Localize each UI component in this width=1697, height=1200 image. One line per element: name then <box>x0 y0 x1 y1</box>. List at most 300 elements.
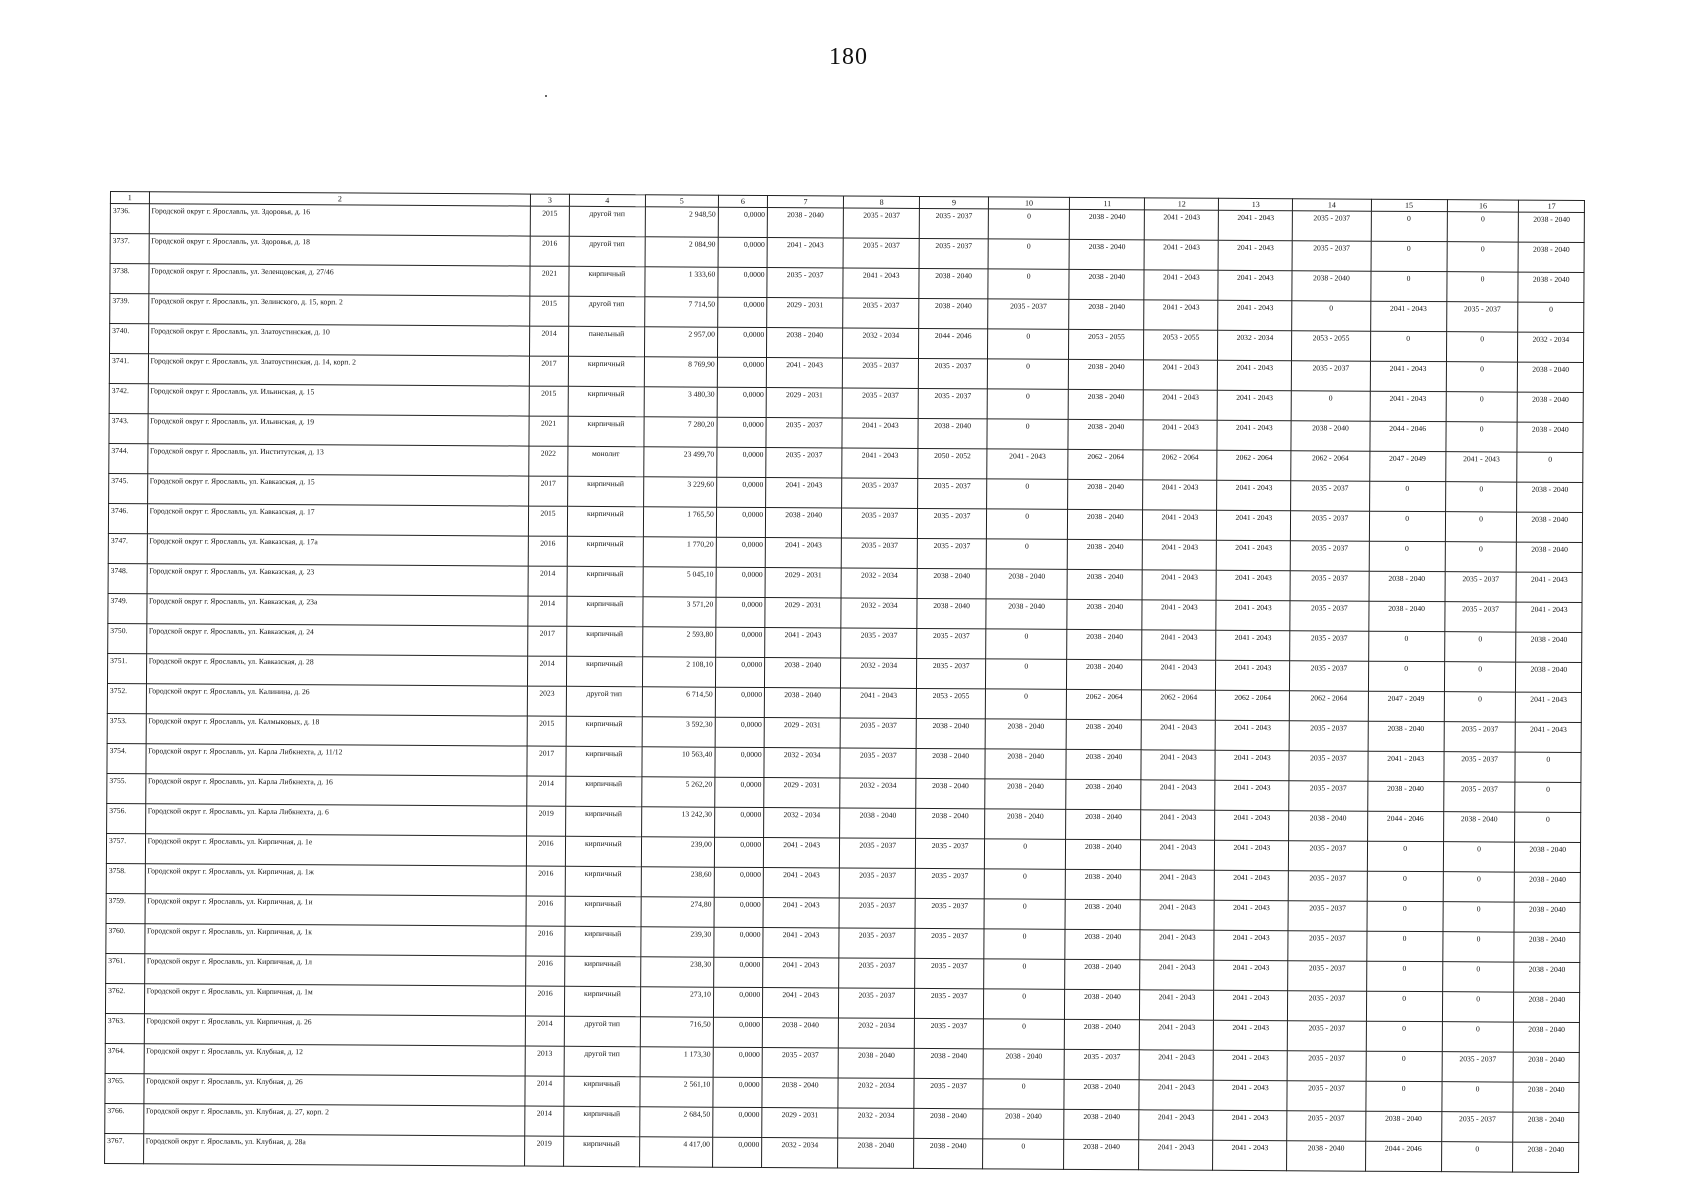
cell-col-3: 2016 <box>526 896 565 926</box>
cell-col-5: 238,30 <box>641 957 714 987</box>
cell-col-5: 2 561,10 <box>640 1077 713 1107</box>
cell-col-1: 3758. <box>106 863 145 893</box>
cell-col-17: 2038 - 2040 <box>1513 1082 1579 1112</box>
cell-col-14: 2053 - 2055 <box>1292 331 1370 361</box>
cell-col-16: 0 <box>1447 212 1519 242</box>
cell-col-16: 0 <box>1442 962 1514 992</box>
cell-col-12: 2041 - 2043 <box>1141 720 1215 750</box>
cell-col-12: 2041 - 2043 <box>1140 930 1214 960</box>
cell-col-14: 2035 - 2037 <box>1290 631 1368 661</box>
cell-col-8: 2041 - 2043 <box>842 448 918 478</box>
cell-col-7: 2035 - 2037 <box>762 1048 838 1078</box>
cell-col-10: 2038 - 2040 <box>986 599 1068 629</box>
cell-col-15: 2038 - 2040 <box>1365 1111 1441 1141</box>
cell-col-5: 10 563,40 <box>642 747 715 777</box>
column-number-6: 6 <box>718 195 767 207</box>
cell-col-3: 2016 <box>527 836 566 866</box>
cell-col-10: 2038 - 2040 <box>985 749 1067 779</box>
cell-col-8: 2032 - 2034 <box>841 568 917 598</box>
cell-col-10: 2038 - 2040 <box>985 719 1067 749</box>
cell-col-9: 2038 - 2040 <box>914 1138 983 1168</box>
cell-col-2: Городской округ г. Ярославль, ул. Карла Либкнехта, д. 11/12 <box>146 744 528 776</box>
cell-col-11: 2038 - 2040 <box>1066 749 1141 779</box>
cell-col-8: 2041 - 2043 <box>843 268 919 298</box>
cell-col-10: 0 <box>987 419 1069 449</box>
column-number-16: 16 <box>1447 200 1519 212</box>
cell-col-6: 0,0000 <box>714 837 763 867</box>
cell-col-13: 2041 - 2043 <box>1215 840 1289 870</box>
cell-col-4: кирпичный <box>564 956 640 986</box>
cell-col-9: 2035 - 2037 <box>917 658 986 688</box>
cell-col-4: кирпичный <box>567 536 643 566</box>
cell-col-15: 0 <box>1371 241 1447 271</box>
cell-col-8: 2035 - 2037 <box>839 898 915 928</box>
register-table-wrap <box>104 191 1585 1173</box>
cell-col-15: 0 <box>1369 541 1445 571</box>
cell-col-7: 2041 - 2043 <box>767 238 843 268</box>
cell-col-4: кирпичный <box>567 566 643 596</box>
cell-col-7: 2038 - 2040 <box>764 688 840 718</box>
cell-col-4: другой тип <box>569 236 645 266</box>
cell-col-10: 0 <box>988 209 1070 239</box>
cell-col-4: кирпичный <box>568 416 644 446</box>
cell-col-7: 2041 - 2043 <box>766 358 842 388</box>
cell-col-10: 0 <box>982 1139 1064 1169</box>
cell-col-17: 2041 - 2043 <box>1516 722 1582 752</box>
cell-col-10: 0 <box>986 479 1068 509</box>
cell-col-16: 2035 - 2037 <box>1442 1052 1514 1082</box>
cell-col-12: 2041 - 2043 <box>1141 810 1215 840</box>
cell-col-5: 6 714,50 <box>642 687 715 717</box>
cell-col-11: 2038 - 2040 <box>1065 989 1140 1019</box>
cell-col-13: 2041 - 2043 <box>1215 750 1289 780</box>
cell-col-13: 2041 - 2043 <box>1218 360 1292 390</box>
cell-col-15: 2041 - 2043 <box>1370 391 1446 421</box>
cell-col-14: 2035 - 2037 <box>1291 481 1369 511</box>
cell-col-7: 2029 - 2031 <box>765 598 841 628</box>
cell-col-17: 2038 - 2040 <box>1514 962 1580 992</box>
cell-col-13: 2041 - 2043 <box>1214 900 1288 930</box>
cell-col-8: 2032 - 2034 <box>838 1078 914 1108</box>
cell-col-15: 0 <box>1370 271 1446 301</box>
cell-col-10: 0 <box>987 329 1069 359</box>
cell-col-4: кирпичный <box>564 986 640 1016</box>
cell-col-14: 2035 - 2037 <box>1289 781 1367 811</box>
cell-col-17: 2038 - 2040 <box>1513 1142 1579 1172</box>
cell-col-1: 3746. <box>108 503 147 533</box>
cell-col-16: 0 <box>1444 662 1516 692</box>
cell-col-12: 2041 - 2043 <box>1143 480 1217 510</box>
cell-col-7: 2032 - 2034 <box>764 748 840 778</box>
cell-col-11: 2038 - 2040 <box>1066 719 1141 749</box>
cell-col-12: 2041 - 2043 <box>1143 420 1217 450</box>
cell-col-9: 2038 - 2040 <box>916 778 985 808</box>
cell-col-5: 3 592,30 <box>642 717 715 747</box>
cell-col-4: кирпичный <box>565 806 641 836</box>
column-number-8: 8 <box>844 196 920 208</box>
cell-col-1: 3757. <box>106 833 145 863</box>
cell-col-3: 2014 <box>528 656 567 686</box>
cell-col-14: 2038 - 2040 <box>1287 1141 1365 1171</box>
cell-col-16: 0 <box>1443 902 1515 932</box>
cell-col-7: 2038 - 2040 <box>767 208 843 238</box>
cell-col-13: 2041 - 2043 <box>1214 1020 1288 1050</box>
cell-col-4: другой тип <box>569 206 645 236</box>
cell-col-3: 2016 <box>530 236 569 266</box>
cell-col-12: 2041 - 2043 <box>1139 1110 1213 1140</box>
column-number-3: 3 <box>531 194 570 206</box>
cell-col-14: 2035 - 2037 <box>1290 661 1368 691</box>
cell-col-10: 0 <box>988 239 1070 269</box>
cell-col-7: 2029 - 2031 <box>767 298 843 328</box>
cell-col-17: 2038 - 2040 <box>1517 422 1583 452</box>
cell-col-6: 0,0000 <box>716 537 765 567</box>
cell-col-15: 2044 - 2046 <box>1369 421 1445 451</box>
cell-col-1: 3753. <box>107 713 146 743</box>
cell-col-13: 2041 - 2043 <box>1217 540 1291 570</box>
cell-col-6: 0,0000 <box>714 897 763 927</box>
cell-col-5: 7 714,50 <box>645 297 718 327</box>
cell-col-4: кирпичный <box>568 356 644 386</box>
cell-col-9: 2035 - 2037 <box>918 508 987 538</box>
cell-col-9: 2035 - 2037 <box>919 358 988 388</box>
cell-col-10: 0 <box>985 659 1067 689</box>
cell-col-6: 0,0000 <box>713 987 762 1017</box>
cell-col-1: 3760. <box>106 923 145 953</box>
cell-col-9: 2044 - 2046 <box>919 328 988 358</box>
cell-col-5: 5 262,20 <box>642 777 715 807</box>
cell-col-6: 0,0000 <box>715 627 764 657</box>
cell-col-16: 0 <box>1445 512 1517 542</box>
cell-col-17: 2041 - 2043 <box>1516 692 1582 722</box>
cell-col-8: 2035 - 2037 <box>840 718 916 748</box>
cell-col-12: 2041 - 2043 <box>1139 1140 1213 1170</box>
cell-col-14: 2035 - 2037 <box>1288 961 1366 991</box>
cell-col-8: 2032 - 2034 <box>838 1018 914 1048</box>
cell-col-6: 0,0000 <box>713 1047 762 1077</box>
cell-col-9: 2035 - 2037 <box>917 628 986 658</box>
cell-col-15: 0 <box>1367 871 1443 901</box>
register-table <box>104 191 1585 1173</box>
cell-col-13: 2041 - 2043 <box>1218 300 1292 330</box>
cell-col-11: 2038 - 2040 <box>1068 389 1143 419</box>
cell-col-5: 1 333,60 <box>645 267 718 297</box>
cell-col-4: кирпичный <box>569 266 645 296</box>
cell-col-2: Городской округ г. Ярославль, ул. Златоустинская, д. 10 <box>148 324 530 356</box>
cell-col-6: 0,0000 <box>717 357 766 387</box>
cell-col-1: 3767. <box>105 1133 144 1163</box>
cell-col-17: 2032 - 2034 <box>1518 332 1584 362</box>
cell-col-6: 0,0000 <box>714 927 763 957</box>
column-number-9: 9 <box>920 196 989 208</box>
cell-col-2: Городской округ г. Ярославль, ул. Кавказская, д. 23 <box>147 564 529 596</box>
cell-col-17: 2038 - 2040 <box>1518 242 1584 272</box>
cell-col-9: 2035 - 2037 <box>919 238 988 268</box>
cell-col-9: 2050 - 2052 <box>918 448 987 478</box>
cell-col-2: Городской округ г. Ярославль, ул. Ильинская, д. 15 <box>148 384 530 416</box>
cell-col-2: Городской округ г. Ярославль, ул. Кирпичная, д. 1и <box>145 894 527 926</box>
cell-col-13: 2041 - 2043 <box>1216 600 1290 630</box>
cell-col-4: кирпичный <box>565 866 641 896</box>
cell-col-17: 2038 - 2040 <box>1513 1112 1579 1142</box>
cell-col-6: 0,0000 <box>718 237 767 267</box>
cell-col-2: Городской округ г. Ярославль, ул. Кирпичная, д. 1к <box>144 924 526 956</box>
cell-col-12: 2041 - 2043 <box>1145 210 1219 240</box>
cell-col-5: 2 593,80 <box>643 627 716 657</box>
cell-col-3: 2016 <box>526 866 565 896</box>
cell-col-10: 0 <box>983 1079 1065 1109</box>
cell-col-15: 0 <box>1366 1021 1442 1051</box>
cell-col-11: 2038 - 2040 <box>1066 839 1141 869</box>
cell-col-11: 2038 - 2040 <box>1068 419 1143 449</box>
cell-col-8: 2035 - 2037 <box>839 958 915 988</box>
cell-col-8: 2035 - 2037 <box>842 478 918 508</box>
cell-col-16: 0 <box>1446 392 1518 422</box>
cell-col-9: 2038 - 2040 <box>919 298 988 328</box>
cell-col-12: 2041 - 2043 <box>1140 900 1214 930</box>
cell-col-4: другой тип <box>568 296 644 326</box>
cell-col-2: Городской округ г. Ярославль, ул. Златоустинская, д. 14, корп. 2 <box>148 354 530 386</box>
cell-col-16: 2035 - 2037 <box>1446 302 1518 332</box>
cell-col-12: 2041 - 2043 <box>1143 510 1217 540</box>
cell-col-17: 0 <box>1515 812 1581 842</box>
column-number-17: 17 <box>1519 200 1585 212</box>
cell-col-1: 3736. <box>110 204 149 234</box>
cell-col-7: 2041 - 2043 <box>765 628 841 658</box>
cell-col-10: 2038 - 2040 <box>983 1109 1065 1139</box>
cell-col-9: 2035 - 2037 <box>920 208 989 238</box>
cell-col-8: 2035 - 2037 <box>839 868 915 898</box>
cell-col-1: 3744. <box>109 443 148 473</box>
cell-col-5: 1 173,30 <box>640 1047 713 1077</box>
column-number-7: 7 <box>767 196 843 208</box>
cell-col-3: 2021 <box>530 266 569 296</box>
cell-col-13: 2041 - 2043 <box>1216 630 1290 660</box>
cell-col-11: 2038 - 2040 <box>1065 1019 1140 1049</box>
cell-col-4: другой тип <box>566 686 642 716</box>
cell-col-11: 2038 - 2040 <box>1070 209 1145 239</box>
cell-col-10: 2035 - 2037 <box>988 299 1070 329</box>
cell-col-3: 2016 <box>528 536 567 566</box>
cell-col-13: 2041 - 2043 <box>1217 510 1291 540</box>
cell-col-10: 0 <box>984 929 1066 959</box>
cell-col-2: Городской округ г. Ярославль, ул. Кавказская, д. 24 <box>146 624 528 656</box>
cell-col-16: 2038 - 2040 <box>1443 812 1515 842</box>
cell-col-5: 3 480,30 <box>644 387 717 417</box>
cell-col-14: 2035 - 2037 <box>1290 541 1368 571</box>
cell-col-16: 0 <box>1444 692 1516 722</box>
cell-col-15: 2038 - 2040 <box>1367 781 1443 811</box>
cell-col-3: 2014 <box>530 326 569 356</box>
cell-col-4: кирпичный <box>566 776 642 806</box>
cell-col-2: Городской округ г. Ярославль, ул. Ильинская, д. 19 <box>148 414 530 446</box>
cell-col-15: 2047 - 2049 <box>1368 691 1444 721</box>
cell-col-8: 2035 - 2037 <box>841 538 917 568</box>
cell-col-16: 0 <box>1442 1082 1514 1112</box>
cell-col-4: кирпичный <box>568 386 644 416</box>
cell-col-2: Городской округ г. Ярославль, ул. Кавказская, д. 28 <box>146 654 528 686</box>
cell-col-17: 2038 - 2040 <box>1514 932 1580 962</box>
cell-col-17: 2038 - 2040 <box>1517 542 1583 572</box>
cell-col-9: 2038 - 2040 <box>914 1048 983 1078</box>
cell-col-8: 2035 - 2037 <box>840 748 916 778</box>
cell-col-14: 2035 - 2037 <box>1293 211 1371 241</box>
cell-col-2: Городской округ г. Ярославль, ул. Кирпичная, д. 26 <box>144 1014 526 1046</box>
cell-col-16: 2041 - 2043 <box>1445 452 1517 482</box>
cell-col-12: 2041 - 2043 <box>1140 960 1214 990</box>
cell-col-1: 3759. <box>106 893 145 923</box>
cell-col-3: 2014 <box>528 596 567 626</box>
cell-col-14: 2038 - 2040 <box>1291 421 1369 451</box>
cell-col-15: 2047 - 2049 <box>1369 451 1445 481</box>
cell-col-16: 2035 - 2037 <box>1443 782 1515 812</box>
cell-col-6: 0,0000 <box>712 1137 761 1167</box>
cell-col-15: 0 <box>1369 511 1445 541</box>
column-number-1: 1 <box>110 192 149 204</box>
cell-col-9: 2035 - 2037 <box>918 538 987 568</box>
cell-col-17: 2041 - 2043 <box>1516 572 1582 602</box>
column-number-13: 13 <box>1219 198 1293 210</box>
cell-col-17: 2038 - 2040 <box>1516 662 1582 692</box>
cell-col-2: Городской округ г. Ярославль, ул. Кирпичная, д. 1е <box>145 834 527 866</box>
cell-col-8: 2035 - 2037 <box>843 238 919 268</box>
cell-col-7: 2041 - 2043 <box>763 838 839 868</box>
cell-col-7: 2029 - 2031 <box>764 778 840 808</box>
cell-col-11: 2038 - 2040 <box>1065 959 1140 989</box>
column-number-2: 2 <box>149 192 531 206</box>
cell-col-16: 2035 - 2037 <box>1444 752 1516 782</box>
page-number: 180 <box>829 44 868 70</box>
cell-col-10: 0 <box>984 959 1066 989</box>
cell-col-11: 2038 - 2040 <box>1069 269 1144 299</box>
cell-col-6: 0,0000 <box>716 567 765 597</box>
cell-col-1: 3740. <box>110 324 149 354</box>
cell-col-14: 2062 - 2064 <box>1291 451 1369 481</box>
cell-col-17: 0 <box>1515 752 1581 782</box>
cell-col-2: Городской округ г. Ярославль, ул. Кавказская, д. 15 <box>147 474 529 506</box>
cell-col-13: 2041 - 2043 <box>1213 1140 1287 1170</box>
cell-col-11: 2038 - 2040 <box>1069 359 1144 389</box>
cell-col-8: 2032 - 2034 <box>838 1108 914 1138</box>
cell-col-14: 2035 - 2037 <box>1292 241 1370 271</box>
cell-col-5: 4 417,00 <box>639 1137 712 1167</box>
cell-col-12: 2041 - 2043 <box>1140 1020 1214 1050</box>
cell-col-9: 2035 - 2037 <box>916 838 985 868</box>
cell-col-5: 239,00 <box>641 837 714 867</box>
cell-col-9: 2035 - 2037 <box>915 988 984 1018</box>
cell-col-9: 2038 - 2040 <box>916 718 985 748</box>
cell-col-8: 2035 - 2037 <box>840 838 916 868</box>
cell-col-2: Городской округ г. Ярославль, ул. Институтская, д. 13 <box>147 444 529 476</box>
cell-col-9: 2035 - 2037 <box>914 1078 983 1108</box>
cell-col-6: 0,0000 <box>715 777 764 807</box>
cell-col-2: Городской округ г. Ярославль, ул. Калинина, д. 26 <box>146 684 528 716</box>
cell-col-13: 2041 - 2043 <box>1215 810 1289 840</box>
cell-col-6: 0,0000 <box>713 1077 762 1107</box>
cell-col-13: 2041 - 2043 <box>1215 720 1289 750</box>
cell-col-1: 3754. <box>107 743 146 773</box>
cell-col-17: 2038 - 2040 <box>1515 842 1581 872</box>
cell-col-2: Городской округ г. Ярославль, ул. Кирпичная, д. 1м <box>144 984 526 1016</box>
cell-col-2: Городской округ г. Ярославль, ул. Карла Либкнехта, д. 16 <box>145 774 527 806</box>
cell-col-7: 2038 - 2040 <box>767 328 843 358</box>
cell-col-9: 2038 - 2040 <box>916 808 985 838</box>
cell-col-9: 2038 - 2040 <box>919 268 988 298</box>
cell-col-6: 0,0000 <box>715 657 764 687</box>
cell-col-14: 2035 - 2037 <box>1288 931 1366 961</box>
cell-col-2: Городской округ г. Ярославль, ул. Здоровья, д. 18 <box>149 234 531 266</box>
cell-col-3: 2015 <box>530 296 569 326</box>
cell-col-8: 2035 - 2037 <box>841 628 917 658</box>
cell-col-3: 2017 <box>529 476 568 506</box>
cell-col-2: Городской округ г. Ярославль, ул. Кавказская, д. 23а <box>146 594 528 626</box>
cell-col-6: 0,0000 <box>716 477 765 507</box>
cell-col-9: 2035 - 2037 <box>918 388 987 418</box>
cell-col-2: Городской округ г. Ярославль, ул. Кавказская, д. 17а <box>147 534 529 566</box>
cell-col-12: 2041 - 2043 <box>1141 780 1215 810</box>
cell-col-13: 2041 - 2043 <box>1216 570 1290 600</box>
cell-col-15: 2038 - 2040 <box>1368 601 1444 631</box>
cell-col-16: 0 <box>1446 422 1518 452</box>
cell-col-13: 2062 - 2064 <box>1217 450 1291 480</box>
cell-col-1: 3755. <box>107 773 146 803</box>
cell-col-4: кирпичный <box>565 836 641 866</box>
cell-col-1: 3747. <box>108 533 147 563</box>
cell-col-3: 2014 <box>525 1076 564 1106</box>
cell-col-11: 2038 - 2040 <box>1069 299 1144 329</box>
cell-col-16: 0 <box>1446 362 1518 392</box>
cell-col-12: 2041 - 2043 <box>1144 360 1218 390</box>
cell-col-3: 2015 <box>529 506 568 536</box>
cell-col-13: 2041 - 2043 <box>1217 390 1291 420</box>
cell-col-7: 2032 - 2034 <box>762 1137 838 1167</box>
cell-col-13: 2032 - 2034 <box>1218 330 1292 360</box>
cell-col-15: 0 <box>1368 631 1444 661</box>
cell-col-11: 2038 - 2040 <box>1068 479 1143 509</box>
cell-col-13: 2041 - 2043 <box>1218 270 1292 300</box>
cell-col-8: 2032 - 2034 <box>841 598 917 628</box>
cell-col-12: 2041 - 2043 <box>1144 240 1218 270</box>
cell-col-10: 0 <box>986 539 1068 569</box>
cell-col-15: 0 <box>1367 901 1443 931</box>
cell-col-13: 2041 - 2043 <box>1213 1080 1287 1110</box>
cell-col-8: 2035 - 2037 <box>842 388 918 418</box>
cell-col-8: 2035 - 2037 <box>843 208 919 238</box>
cell-col-12: 2041 - 2043 <box>1139 1080 1213 1110</box>
cell-col-7: 2041 - 2043 <box>763 868 839 898</box>
cell-col-14: 2035 - 2037 <box>1289 721 1367 751</box>
cell-col-3: 2014 <box>528 566 567 596</box>
cell-col-11: 2038 - 2040 <box>1067 599 1142 629</box>
cell-col-17: 2038 - 2040 <box>1514 902 1580 932</box>
cell-col-16: 0 <box>1443 842 1515 872</box>
cell-col-2: Городской округ г. Ярославль, ул. Калмыковых, д. 18 <box>146 714 528 746</box>
cell-col-14: 2035 - 2037 <box>1290 601 1368 631</box>
cell-col-9: 2035 - 2037 <box>918 478 987 508</box>
cell-col-10: 0 <box>986 629 1068 659</box>
cell-col-17: 2038 - 2040 <box>1514 1022 1580 1052</box>
cell-col-14: 2038 - 2040 <box>1289 811 1367 841</box>
cell-col-13: 2041 - 2043 <box>1216 660 1290 690</box>
cell-col-1: 3742. <box>109 383 148 413</box>
cell-col-12: 2041 - 2043 <box>1139 1050 1213 1080</box>
cell-col-10: 2038 - 2040 <box>983 1049 1065 1079</box>
cell-col-9: 2038 - 2040 <box>917 568 986 598</box>
cell-col-6: 0,0000 <box>715 747 764 777</box>
cell-col-15: 0 <box>1368 661 1444 691</box>
cell-col-17: 0 <box>1518 302 1584 332</box>
cell-col-16: 0 <box>1447 272 1519 302</box>
